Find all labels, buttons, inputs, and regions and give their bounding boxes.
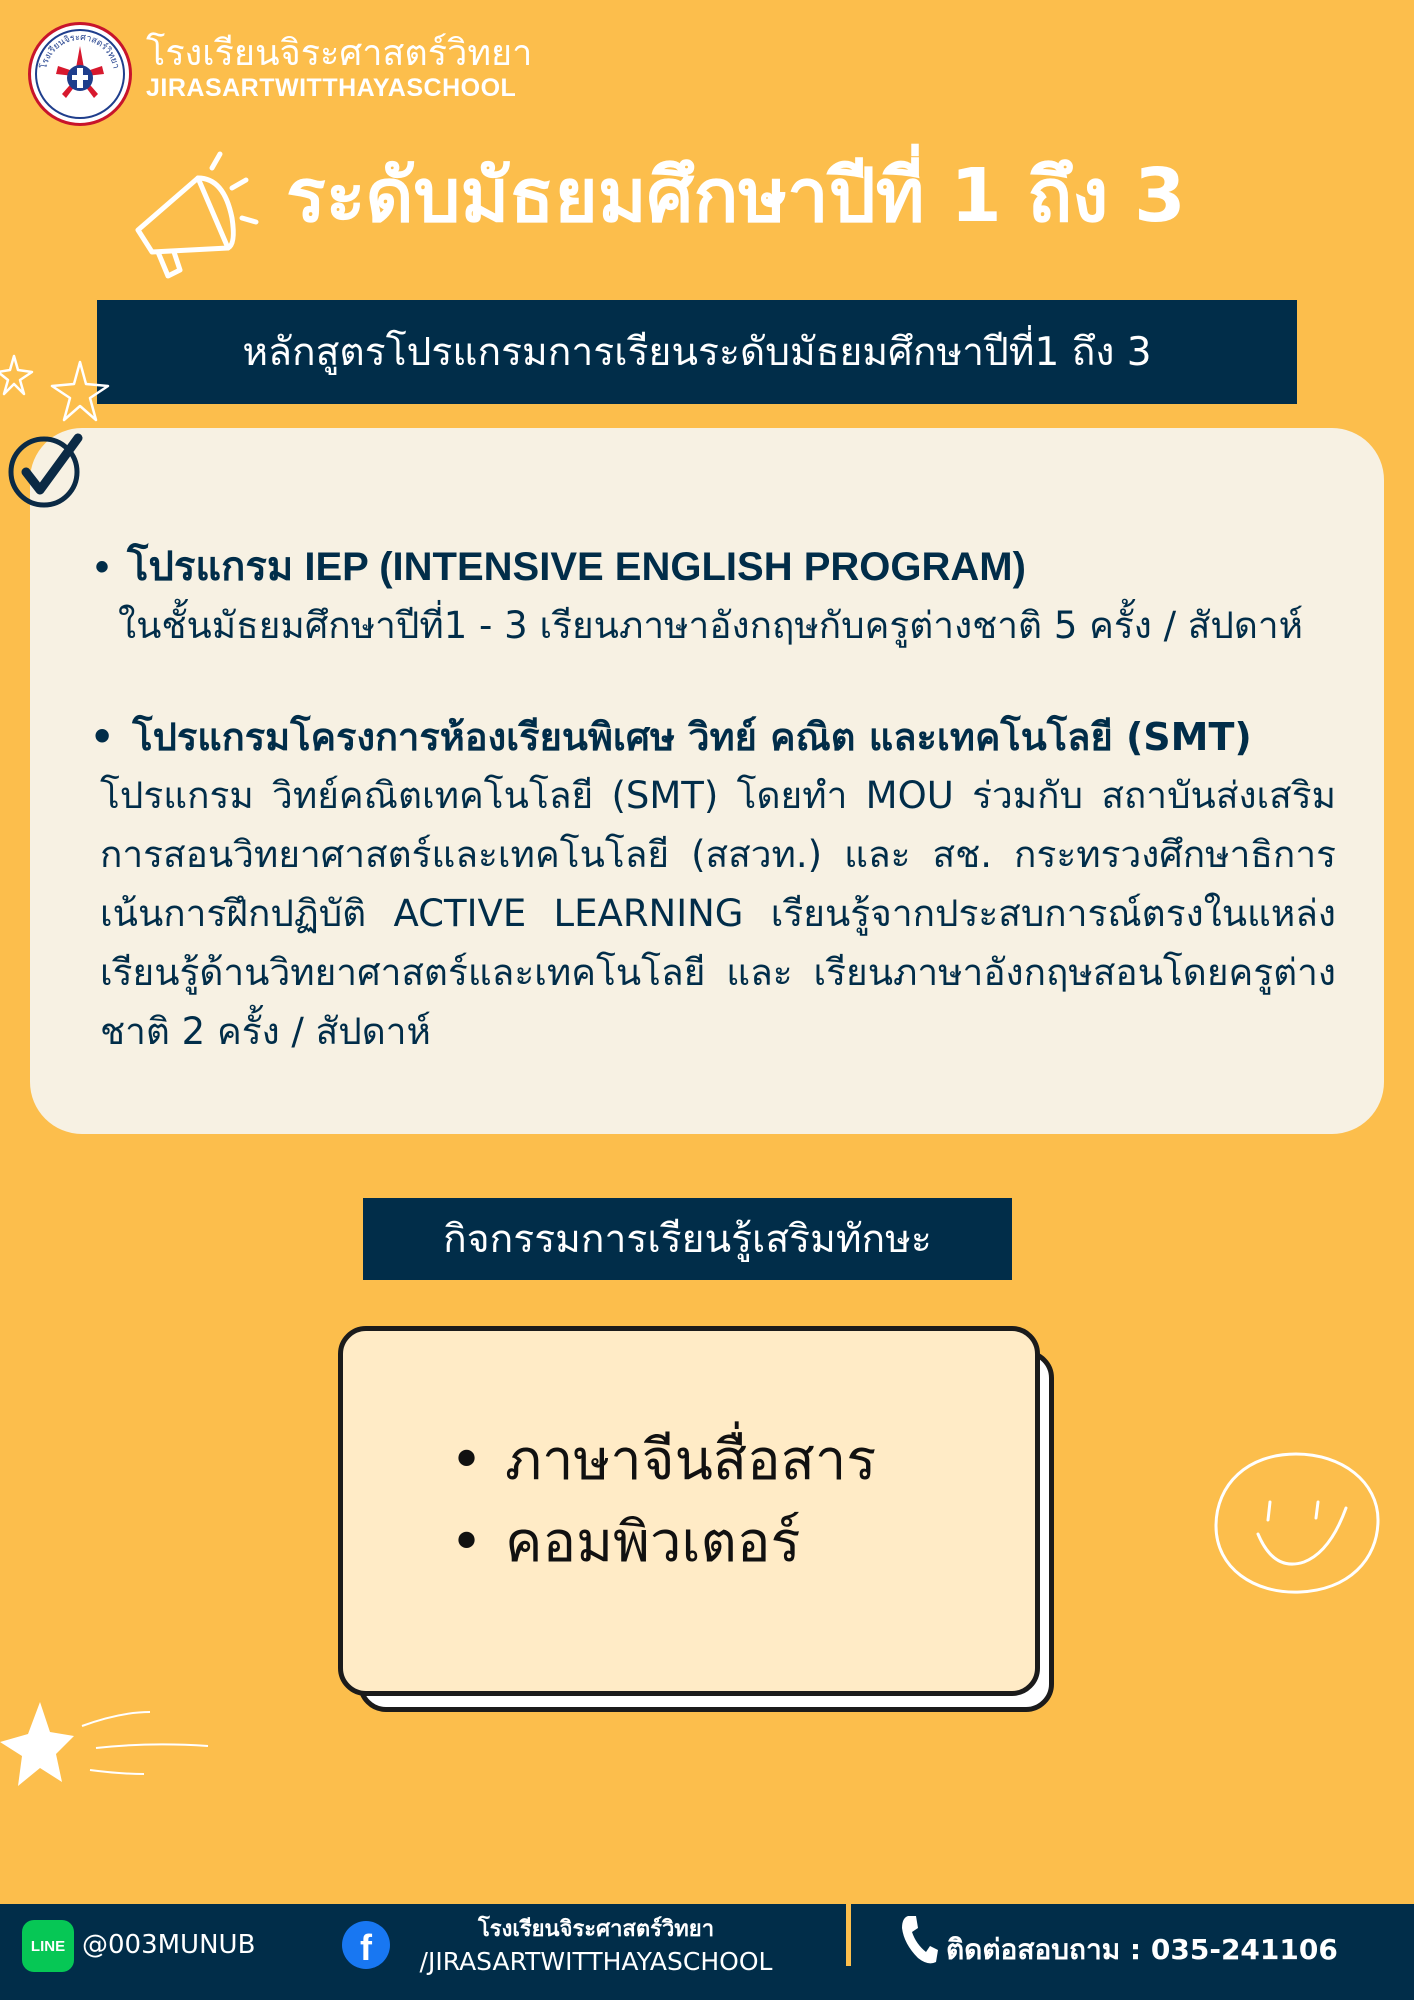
school-name-th: โรงเรียนจิระศาสตร์วิทยา (146, 33, 533, 74)
list-item: • ภาษาจีนสื่อสาร (450, 1420, 876, 1502)
school-logo-icon (28, 22, 132, 126)
facebook-link[interactable] (396, 1914, 796, 1978)
program-smt-title: • โปรแกรมโครงการห้องเรียนพิเศษ วิทย์ คณิต และเทคโนโลยี (SMT) (90, 706, 1252, 767)
footer-divider (846, 1902, 851, 1966)
check-icon (6, 432, 84, 510)
megaphone-icon (128, 148, 268, 283)
facebook-name: โรงเรียนจิระศาสตร์วิทยา (477, 1917, 715, 1942)
facebook-icon[interactable]: f (342, 1921, 390, 1969)
line-handle[interactable]: @003MUNUB (82, 1930, 256, 1960)
list-item: • คอมพิวเตอร์ (450, 1502, 876, 1584)
program-iep-description: ในชั้นมัธยมศึกษาปีที่1 - 3 เรียนภาษาอังกฤษกับครูต่างชาติ 5 ครั้ง / สัปดาห์ (118, 604, 1304, 647)
star-icon (0, 1690, 215, 1805)
curriculum-banner: หลักสูตรโปรแกรมการเรียนระดับมัธยมศึกษาปีที่1 ถึง 3 (97, 300, 1297, 404)
smiley-icon (1208, 1448, 1384, 1598)
activities-heading: กิจกรรมการเรียนรู้เสริมทักษะ (363, 1198, 1012, 1280)
activity-list (450, 1420, 876, 1584)
program-iep-title: • โปรแกรม IEP (INTENSIVE ENGLISH PROGRAM) (95, 534, 1026, 598)
contact-phone: ติดต่อสอบถาม : 035-241106 (946, 1933, 1338, 1966)
program-smt-description: โปรแกรม วิทย์คณิตเทคโนโลยี (SMT) โดยทำ MOU ร่วมกับ สถาบันส่งเสริมการสอนวิทยาศาสตร์และเทคโนโลยี (สสวท.) และ สช. กระทรวงศึกษาธิการ เน้นการฝึกปฏิบัติ ACTIVE LEARNING เรียนรู้จากประสบการณ์ตรงในแหล่งเรียนรู้ด้านวิทยาศาสตร์และเทคโนโลยี และ เรียนภาษาอังกฤษสอนโดยครูต่างชาติ 2 ครั้ง / สัปดาห์ (100, 774, 1336, 1053)
star-icon (0, 350, 120, 440)
logo-text: โรงเรียนจิระศาสตร์วิทยา (39, 32, 121, 70)
line-icon[interactable]: LINE (22, 1920, 74, 1972)
phone-icon (900, 1914, 940, 1966)
school-name-en: JIRASARTWITTHAYASCHOOL (146, 74, 517, 102)
page-title: ระดับมัธยมศึกษาปีที่ 1 ถึง 3 (286, 153, 1186, 239)
facebook-handle: /JIRASARTWITTHAYASCHOOL (419, 1947, 773, 1976)
